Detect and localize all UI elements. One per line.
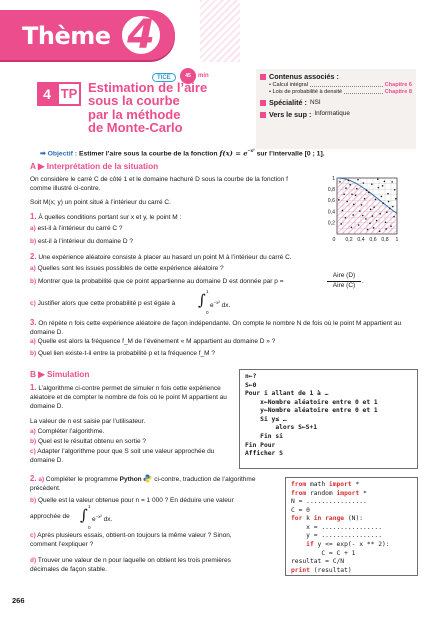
question-b1b: b) Quel est le résultat obtenu en sortie ? (30, 438, 146, 445)
data-point (364, 198, 366, 200)
question-b1a: a) Compléter l’algorithme. (30, 428, 105, 435)
data-point (371, 183, 373, 185)
section-b-note: La valeur de n est saisie par l’utilisateur. (30, 418, 146, 425)
question-b2a: 2. a) Compléter le programme Python ci-contre, traduction de l’algorithme précédent. (30, 474, 256, 492)
data-point (382, 185, 384, 187)
data-point (384, 181, 386, 183)
section-a-point: Soit M(x; y) un point situé à l’intérieur du carré C. (30, 199, 171, 206)
data-point (382, 202, 384, 204)
python-code-line: if y <= exp(- x ** 2): (291, 540, 390, 548)
python-code-box (285, 477, 418, 576)
tp-title-line: Estimation de l’aire (88, 80, 208, 95)
algorithm-box (239, 369, 418, 469)
data-point (379, 213, 381, 215)
data-point (359, 210, 361, 212)
data-point (357, 179, 359, 181)
x-tick-label: 0,4 (357, 237, 365, 243)
question-a1: 1. À quelles conditions portant sur x et y, le point M : (30, 212, 182, 221)
algorithm-line: Afficher S (245, 450, 283, 458)
tp-title-line: sous la courbe (88, 93, 180, 109)
python-code-line: resultat = C/N (291, 558, 345, 566)
question-a3b: b) Quel lien existe-t-il entre la probabilité p et la fréquence f_M ? (30, 350, 215, 357)
duration-unit: min (198, 73, 209, 79)
python-code-line: from random import * (291, 489, 367, 497)
data-point (339, 181, 341, 183)
data-point (388, 201, 390, 203)
y-tick-label: 0,2 (327, 220, 335, 227)
algorithm-line: x←Nombre aléatoire entre 0 et 1 (245, 398, 378, 406)
data-point (345, 187, 347, 189)
x-tick-label: 0,2 (345, 237, 353, 243)
tp-title (88, 81, 248, 134)
x-tick-label: 0,8 (381, 237, 389, 243)
question-a2c: c) Justifier alors que cette probabilité p est égale à (30, 300, 176, 307)
data-point (356, 188, 358, 190)
tp-tag: TP (57, 82, 81, 106)
data-point (394, 189, 396, 191)
question-a1b: b) est-il à l’intérieur du domaine D ? (30, 238, 133, 245)
question-b2b-cont: approchée de (30, 513, 70, 520)
data-point (373, 206, 375, 208)
fraction-denominator: Aire (C) (332, 281, 356, 289)
data-point (352, 214, 354, 216)
specialite-line: Spécialité : NSI (260, 98, 412, 108)
python-logo-icon (143, 474, 152, 483)
data-point (379, 230, 381, 232)
data-point (385, 228, 387, 230)
question-b2b: b) Quelle est la valeur obtenue pour n = 1 000 ? En déduire une valeur (30, 497, 234, 504)
fraction-aire (327, 272, 361, 291)
data-point (391, 181, 393, 183)
section-a-intro: On considère le carré C de côté 1 et le domaine hachuré D sous la courbe de la fonction f comme illustré ci-contre. (30, 176, 288, 192)
header-stripe-decoration (200, 0, 240, 62)
algorithm-line: alors S←S+1 (245, 424, 318, 432)
data-point (366, 190, 368, 192)
python-code-line: C = 0 (291, 506, 310, 514)
data-point (345, 217, 347, 219)
monte-carlo-scatter-chart (315, 170, 425, 248)
fraction-numerator: Aire (D) (327, 272, 361, 282)
integral-sign: ∫ (198, 291, 206, 309)
data-point (358, 224, 360, 226)
x-tick-label: 0 (332, 237, 336, 243)
question-a3: 3. On répète n fois cette expérience aléatoire de façon indépendante. On compte le nombre N de fois où le point M appartient au domaine D. (30, 318, 402, 336)
section-a-heading: A ▶ Interprétation de la situation (30, 161, 159, 171)
data-point (351, 226, 353, 228)
data-point (385, 221, 387, 223)
tp-title-line: de Monte-Carlo (88, 119, 183, 135)
page-number: 266 (12, 596, 25, 605)
algorithm-line: Si y≤ … (245, 415, 287, 423)
question-b2c: c) Après plusieurs essais, obtient-on toujours la même valeur ? Sinon, comment l’expliquer ? (30, 532, 232, 548)
python-code-line: for k in range (N): (291, 515, 364, 523)
question-a2a: a) Quelles sont les issues possibles de cette expérience aléatoire ? (30, 265, 224, 272)
x-tick-label: 0,6 (369, 237, 377, 243)
x-tick-label: 1 (395, 237, 399, 243)
data-point (369, 223, 371, 225)
question-a1a: a) est-il à l’intérieur du carré C ? (30, 225, 123, 232)
python-code-line: N = ................ (291, 498, 367, 506)
question-b2d: d) Trouver une valeur de n pour laquelle on obtient les trois premières décimales de façon stable. (30, 557, 231, 573)
data-point (368, 192, 370, 194)
tp-title-line: par la méthode (88, 106, 181, 122)
data-point (367, 229, 369, 231)
integral-sign: ∫ (80, 506, 88, 524)
data-point (395, 198, 397, 200)
data-point (390, 225, 392, 227)
data-point (377, 178, 379, 180)
python-code-line: y = ................ (291, 532, 382, 540)
pink-square-icon (260, 112, 266, 118)
algorithm-line: Pour i allant de 1 à … (245, 390, 329, 398)
data-point (338, 199, 340, 201)
y-tick-label: 0,4 (327, 209, 335, 216)
data-point (340, 223, 342, 225)
section-b-heading: B ▶ Simulation (30, 369, 90, 379)
data-point (355, 195, 357, 197)
algorithm-line: S←0 (245, 381, 257, 389)
data-point (375, 198, 377, 200)
question-a3a: a) Quelle est alors la fréquence f_M de l’événement « M appartient au domaine D » ? (30, 338, 276, 345)
duration-badge: 45 (180, 68, 196, 84)
arrow-right-icon: ➡ (40, 150, 46, 158)
python-code-line: print (resultat) (291, 566, 352, 574)
data-point (387, 193, 389, 195)
contenus-heading: Contenus associés : (260, 72, 412, 82)
y-tick-label: 1 (332, 175, 335, 182)
question-a2: 2. Une expérience aléatoire consiste à placer au hasard un point M à l’intérieur du carré C. (30, 252, 292, 261)
y-tick-label: 0,8 (327, 187, 335, 193)
associated-content-box (256, 69, 416, 149)
data-point (362, 215, 364, 217)
question-a2b: b) Montrer que la probabilité que ce point appartienne au domaine D est donnée par p = (30, 278, 284, 285)
chapter-link[interactable]: Chapitre 6 (384, 81, 412, 88)
question-b1c: c) Adapter l’algorithme pour que S soit une valeur approchée du domaine D. (30, 448, 215, 464)
contenu-line: • Lois de probabilité à densité Chapitre 8 (269, 88, 412, 95)
data-point (373, 227, 375, 229)
algorithm-line: Fin si (245, 432, 283, 440)
chapter-link[interactable]: Chapitre 8 (384, 88, 412, 95)
data-point (342, 210, 344, 212)
data-point (393, 216, 395, 218)
tice-badge: TICE (152, 73, 176, 82)
data-point (370, 209, 372, 211)
algorithm-line: y←Nombre aléatoire entre 0 et 1 (245, 407, 378, 415)
pink-square-icon (260, 74, 266, 80)
data-point (381, 196, 383, 198)
data-point (372, 215, 374, 217)
vers-sup-line: Vers le sup : Informatique (260, 110, 412, 120)
contenu-line: • Calcul intégral Chapitre 6 (269, 81, 412, 88)
tp-number: 4 (37, 82, 57, 106)
python-code-line: x = ................ (291, 523, 382, 531)
algorithm-line: n←? (245, 373, 257, 380)
pink-square-icon (260, 100, 266, 106)
data-point (378, 187, 380, 189)
y-tick-label: 0,6 (327, 198, 335, 205)
data-point (386, 211, 388, 213)
data-point (376, 220, 378, 222)
data-point (392, 206, 394, 208)
data-point (348, 179, 350, 181)
python-code-line: from math import * (291, 481, 360, 488)
theme-number: 4 (127, 12, 155, 58)
data-point (346, 201, 348, 203)
data-point (361, 204, 363, 206)
data-point (365, 218, 367, 220)
data-point (389, 207, 391, 209)
question-b1: 1. L’algorithme ci-contre permet de simuler n fois cette expérience aléatoire et de compter le nombre de fois où le point M appartient au domaine D. (30, 383, 227, 410)
data-point (349, 184, 351, 186)
theme-label: Thème (22, 22, 111, 50)
data-point (363, 182, 365, 184)
fraction-period: . (362, 278, 364, 285)
data-point (343, 193, 345, 195)
data-point (351, 193, 353, 195)
data-point (353, 204, 355, 206)
objective-line: ➡ Objectif : Estimer l’aire sous la courbe de la fonction $f(x) = e^{-x^2}$ sur l’intervalle [0 ; 1]. (40, 149, 325, 158)
algorithm-line: Fin Pour (245, 441, 276, 449)
python-code-line: C = C + 1 (291, 549, 356, 557)
